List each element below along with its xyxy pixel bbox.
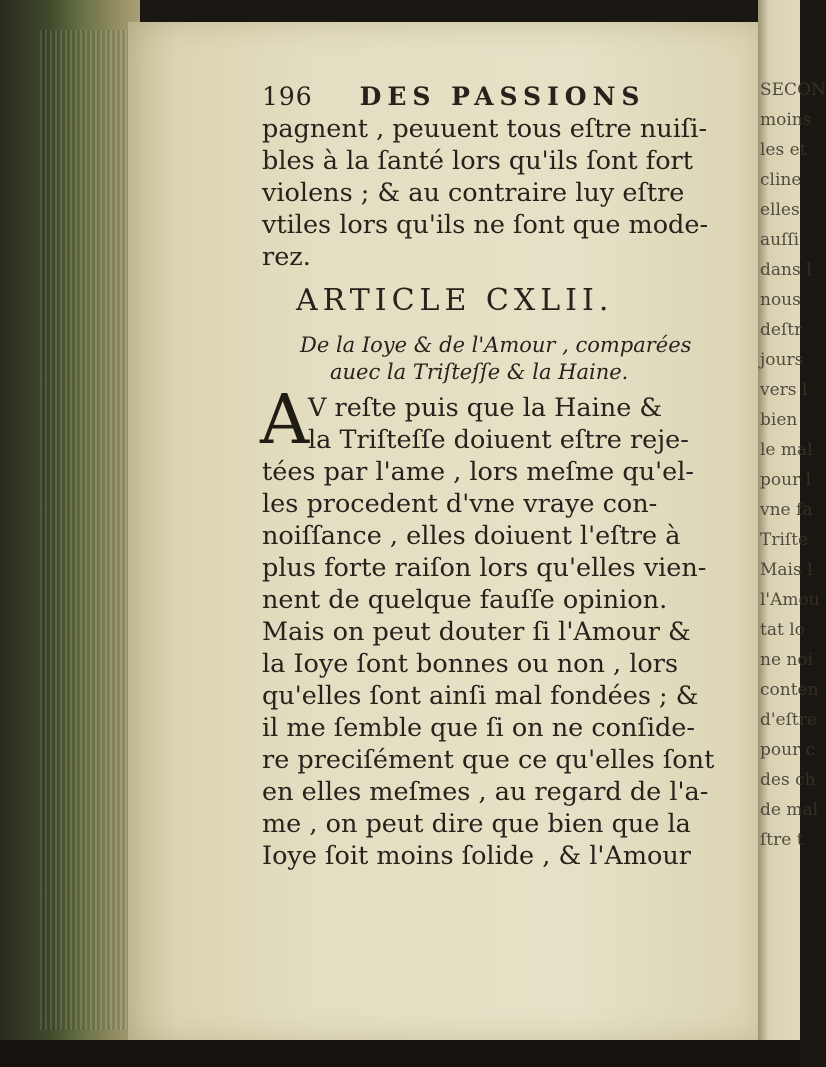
facing-page-text: le mal (760, 440, 813, 460)
text-line: nent de quelque fauſſe opinion. (262, 585, 668, 615)
text-line: les procedent d'vne vraye con- (262, 489, 658, 519)
facing-page-text: nous (760, 290, 801, 310)
facing-page-text: pour c (760, 740, 816, 760)
facing-page-text: moins (760, 110, 812, 130)
spine-texture (40, 30, 135, 1030)
text-line: vtiles lors qu'ils ne ſont que mode- (262, 210, 709, 240)
facing-page-text: cline (760, 170, 802, 190)
text-line: il me ſemble que ſi on ne conſide- (262, 713, 696, 743)
article-subtitle: auec la Triſteſſe & la Haine. (330, 360, 629, 384)
text-line: rez. (262, 242, 311, 272)
bottom-shadow (0, 1040, 800, 1067)
facing-page-text: vne fa (760, 500, 813, 520)
facing-page-text: conten (760, 680, 819, 700)
facing-page-text: les et (760, 140, 807, 160)
text-line: Ioye ſoit moins ſolide , & l'Amour (262, 841, 691, 871)
drop-capital: A (260, 381, 310, 460)
text-line: en elles meſmes , au regard de l'a- (262, 777, 709, 807)
facing-page-text: vers l (760, 380, 808, 400)
facing-page-edge (758, 0, 826, 1067)
facing-page-text: de mal (760, 800, 819, 820)
text-line: la Ioye ſont bonnes ou non , lors (262, 649, 679, 679)
facing-page-text: deſtr (760, 320, 803, 340)
article-subtitle: De la Ioye & de l'Amour , comparées (300, 333, 692, 357)
facing-page-text: des ch (760, 770, 816, 790)
facing-page-text: pour l (760, 470, 812, 490)
page-number: 196 (262, 82, 313, 111)
facing-page-text: dans l (760, 260, 812, 280)
article-heading: ARTICLE CXLII. (296, 283, 614, 318)
facing-page-text: auſſi (760, 230, 800, 250)
text-line: qu'elles ſont ainſi mal fondées ; & (262, 681, 699, 711)
facing-page-text: l'Amou (760, 590, 820, 610)
text-line: Mais on peut douter ſi l'Amour & (262, 617, 691, 647)
text-line: tées par l'ame , lors meſme qu'el- (262, 457, 694, 487)
text-line: plus forte raiſon lors qu'elles vien- (262, 553, 707, 583)
facing-page-text: Mais l (760, 560, 813, 580)
facing-page-text: elles (760, 200, 800, 220)
facing-page-text: Triſte (760, 530, 809, 550)
facing-page-text: ne noi (760, 650, 814, 670)
facing-page-text: bien (760, 410, 798, 430)
running-header (262, 82, 645, 111)
text-line: violens ; & au contraire luy eſtre (262, 178, 685, 208)
facing-page-text: SECON (760, 80, 826, 100)
text-line: V reſte puis que la Haine & (308, 393, 663, 423)
text-line: noiſſance , elles doiuent l'eſtre à (262, 521, 681, 551)
text-line: pagnent , peuuent tous eſtre nuiſi- (262, 114, 708, 144)
running-title: DES PASSIONS (359, 82, 646, 111)
facing-page-text: ſtre t (760, 830, 804, 850)
text-line: me , on peut dire que bien que la (262, 809, 691, 839)
facing-page-text: jours (760, 350, 804, 370)
text-line: bles à la ſanté lors qu'ils ſont fort (262, 146, 693, 176)
facing-page-text: tat lo (760, 620, 805, 640)
facing-page-text: d'eſtre (760, 710, 817, 730)
book-spine (0, 0, 140, 1067)
text-line: la Triſteſſe doiuent eſtre reje- (308, 425, 689, 455)
text-line: re preciſément que ce qu'elles ſont (262, 745, 715, 775)
